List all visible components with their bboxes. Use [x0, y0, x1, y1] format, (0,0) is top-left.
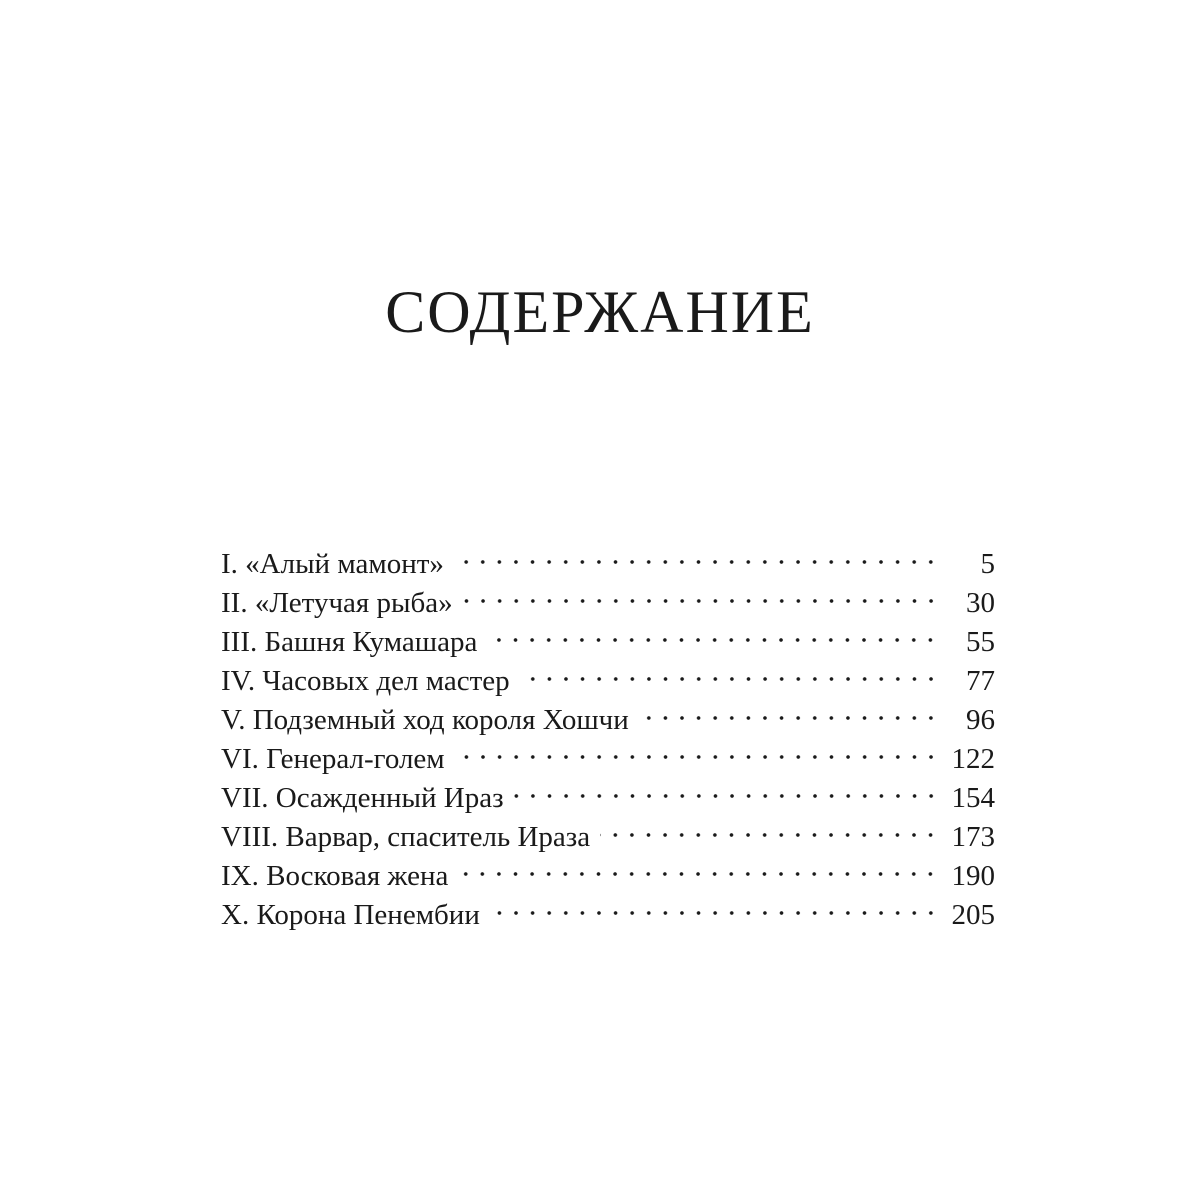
dot-leader [490, 885, 939, 924]
dot-leader [520, 651, 939, 690]
dot-leader [458, 846, 939, 885]
table-of-contents [221, 534, 995, 931]
toc-entry-title: III. Башня Кумашара [221, 626, 478, 658]
toc-entry-page: 55 [966, 626, 995, 658]
dot-leader [514, 768, 939, 807]
toc-entry [221, 534, 995, 580]
toc-entry-page: 173 [951, 821, 995, 853]
page-title: СОДЕРЖАНИЕ [385, 279, 815, 345]
dot-leader [487, 612, 939, 651]
toc-entry-page: 190 [951, 860, 995, 892]
toc-entry-title: X. Корона Пенембии [221, 899, 480, 931]
toc-entry-page: 30 [966, 587, 995, 619]
toc-entry-title: VIII. Варвар, спаситель Ираза [221, 821, 591, 853]
dot-leader [455, 729, 939, 768]
toc-entry-page: 154 [951, 782, 995, 814]
toc-entry-page: 5 [980, 548, 995, 580]
toc-entry-title: I. «Алый мамонт» [221, 548, 444, 580]
dot-leader [463, 573, 939, 612]
toc-entry-page: 122 [951, 743, 995, 775]
toc-entry-title: V. Подземный ход короля Хошчи [221, 704, 629, 736]
toc-entry-title: IV. Часовых дел мастер [221, 665, 510, 697]
toc-entry-title: VII. Осажденный Ираз [221, 782, 504, 814]
toc-entry-title: VI. Генерал-голем [221, 743, 445, 775]
toc-entry-page: 96 [966, 704, 995, 736]
dot-leader [600, 807, 939, 846]
toc-entry-title: II. «Летучая рыба» [221, 587, 453, 619]
toc-entry-title: IX. Восковая жена [221, 860, 449, 892]
dot-leader [639, 690, 939, 729]
toc-entry-page: 77 [966, 665, 995, 697]
toc-entry-page: 205 [951, 899, 995, 931]
dot-leader [454, 534, 939, 573]
